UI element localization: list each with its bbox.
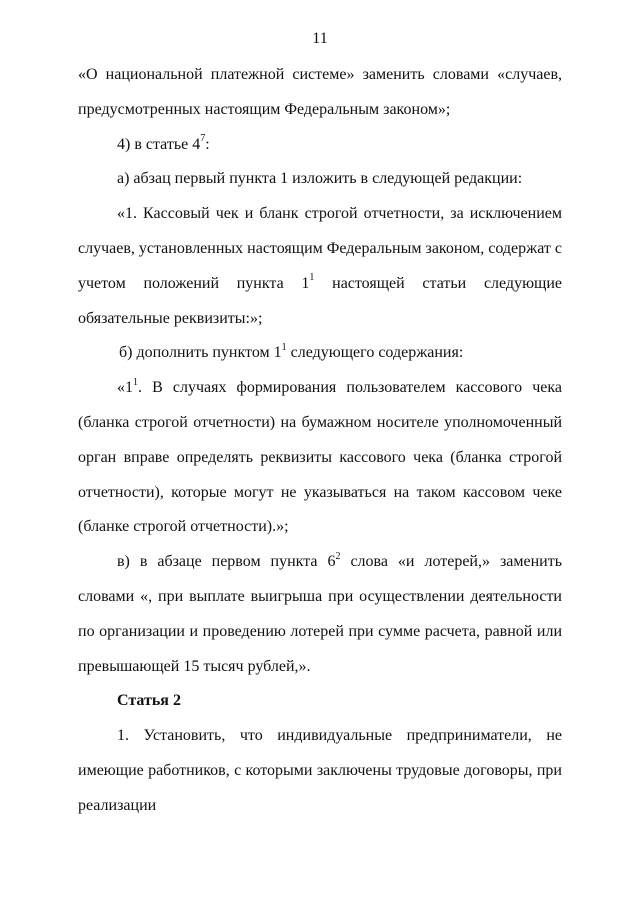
superscript: 7	[200, 133, 206, 145]
article-heading: Статья 2	[117, 692, 181, 710]
paragraph-text: 4) в статье 4	[117, 135, 201, 153]
paragraph-text: б) дополнить пунктом 1	[119, 344, 282, 362]
paragraph-text: «1	[117, 379, 133, 397]
paragraph-text: следующего содержания:	[286, 344, 464, 362]
page-number: 11	[312, 30, 328, 47]
paragraph-item-4	[78, 128, 562, 163]
paragraph-subitem-b	[78, 336, 562, 371]
paragraph-text: в) в абзаце первом пункта 6	[117, 553, 336, 571]
paragraph-text: слова «и лотерей,» заменить словами «, при выплате выигрыша при осуществлении деятельности по организации и проведению лотерей при сумме расчета, равной или превышающей 15 тысяч рублей,».	[78, 553, 563, 675]
paragraph-subitem-a: а) абзац первый пункта 1 изложить в следующей редакции:	[117, 170, 523, 188]
paragraph-quote-1	[78, 197, 562, 336]
superscript: 1	[281, 342, 287, 354]
superscript: 1	[309, 272, 315, 284]
paragraph-text: :	[205, 135, 210, 153]
superscript: 1	[133, 376, 138, 388]
paragraph-article-2-item-1: 1. Установить, что индивидуальные предприниматели, не имеющие работников, с которыми заключены трудовые договоры, при реализации	[78, 727, 562, 814]
paragraph-text: «1. Кассовый чек и бланк строгой отчетности, за исключением случаев, установленных настоящим Федеральным законом, содержат с учетом положений пункта 1	[78, 205, 562, 292]
superscript: 2	[335, 550, 341, 562]
paragraph-text: настоящей статьи следующие обязательные реквизиты:»;	[78, 274, 563, 327]
paragraph-text: . В случаях формирования пользователем кассового чека (бланка строгой отчетности) на бумажном носителе уполномоченный орган вправе определять реквизиты кассового чека (бланка строгой отчетности), которые могут не указываться на таком кассовом чеке (бланке строгой отчетности).»;	[78, 379, 562, 536]
paragraph-continuation: «О национальной платежной системе» заменить словами «случаев, предусмотренных настоящим Федеральным законом»;	[78, 66, 562, 118]
paragraph-subitem-v	[78, 545, 562, 684]
paragraph-quote-1-1	[78, 371, 562, 545]
document-body	[78, 58, 562, 824]
